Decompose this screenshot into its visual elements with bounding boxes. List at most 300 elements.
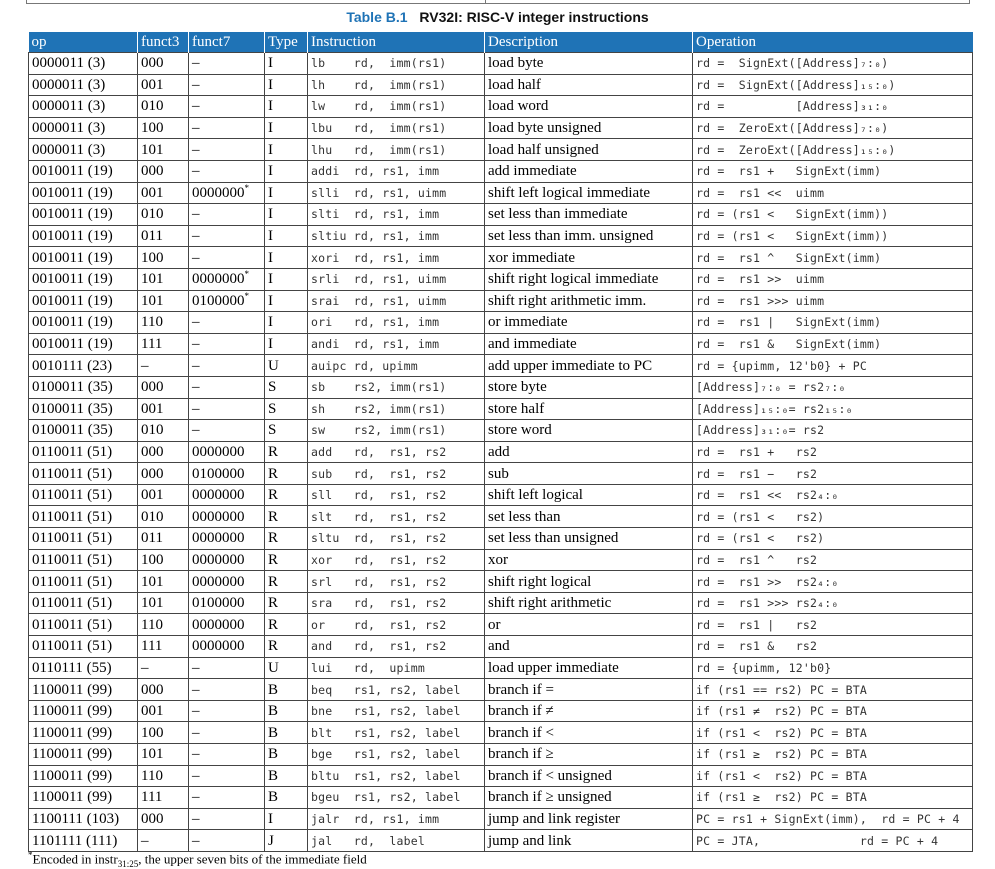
cell-instruction-text: sub rd, rs1, rs2 [311, 466, 447, 481]
previous-table-bottom-border [26, 0, 970, 4]
table-row [29, 592, 973, 614]
cell-op-text: 1101111 (111) [32, 832, 118, 849]
cell-funct3 [138, 225, 189, 247]
cell-type [265, 204, 308, 226]
cell-operation-text: rd = (rs1 < rs2) [696, 509, 825, 524]
cell-operation-text: rd = rs1 << rs2₄:₀ [696, 488, 839, 503]
cell-operation [693, 420, 973, 442]
cell-funct7-text: 0000000 [192, 508, 245, 525]
cell-op-text: 0010011 (19) [32, 206, 113, 223]
cell-funct3 [138, 355, 189, 377]
cell-funct3-text: 010 [141, 98, 164, 115]
cell-type-text: U [268, 357, 279, 374]
cell-operation-text: rd = rs1 ^ SignExt(imm) [696, 250, 882, 265]
cell-description [485, 398, 693, 420]
cell-funct3 [138, 657, 189, 679]
cell-op-text: 0110011 (51) [32, 616, 113, 633]
cell-operation [693, 376, 973, 398]
cell-op-text: 0110011 (51) [32, 595, 113, 612]
cell-instruction-text: sw rs2, imm(rs1) [311, 423, 447, 438]
cell-type-text: R [268, 551, 279, 568]
cell-type-text: I [268, 98, 273, 115]
cell-funct7-text: – [192, 400, 200, 417]
cell-type-text: B [268, 767, 279, 784]
cell-funct7 [189, 160, 265, 182]
cell-description [485, 744, 693, 766]
cell-instruction [308, 333, 485, 355]
cell-funct3 [138, 312, 189, 334]
cell-instruction-text: lb rd, imm(rs1) [311, 56, 447, 71]
cell-op [29, 484, 138, 506]
cell-type [265, 247, 308, 269]
cell-type-text: S [268, 400, 277, 417]
cell-description-text: shift left logical [488, 487, 583, 504]
cell-description [485, 571, 693, 593]
cell-funct7-text: 0000000 [192, 443, 245, 460]
cell-funct3 [138, 808, 189, 830]
cell-funct3-text: 101 [141, 573, 164, 590]
cell-type [265, 398, 308, 420]
cell-funct3 [138, 74, 189, 96]
table-row [29, 96, 973, 118]
cell-instruction [308, 312, 485, 334]
cell-instruction [308, 420, 485, 442]
cell-funct7 [189, 787, 265, 809]
cell-type-text: I [268, 76, 273, 93]
cell-op [29, 463, 138, 485]
cell-funct3-text: 001 [141, 487, 164, 504]
cell-operation [693, 808, 973, 830]
cell-instruction-text: ori rd, rs1, imm [311, 315, 440, 330]
cell-instruction [308, 744, 485, 766]
cell-op [29, 139, 138, 161]
cell-description [485, 420, 693, 442]
cell-funct3-text: 000 [141, 443, 164, 460]
cell-funct3 [138, 484, 189, 506]
cell-instruction [308, 722, 485, 744]
cell-instruction [308, 463, 485, 485]
cell-funct3 [138, 398, 189, 420]
cell-type [265, 830, 308, 852]
cell-description-text: xor [488, 551, 508, 568]
cell-type [265, 636, 308, 658]
cell-type-text: R [268, 443, 279, 460]
cell-operation [693, 333, 973, 355]
table-row [29, 744, 973, 766]
cell-instruction-text: sra rd, rs1, rs2 [311, 596, 447, 611]
cell-funct7 [189, 744, 265, 766]
cell-funct3-text: 100 [141, 249, 164, 266]
cell-description-text: sub [488, 465, 509, 482]
cell-description [485, 808, 693, 830]
table-row [29, 506, 973, 528]
cell-instruction-text: xori rd, rs1, imm [311, 250, 440, 265]
cell-type [265, 528, 308, 550]
cell-funct3 [138, 333, 189, 355]
cell-funct3 [138, 528, 189, 550]
cell-op [29, 830, 138, 852]
cell-description-text: load byte unsigned [488, 120, 602, 137]
cell-description [485, 614, 693, 636]
cell-operation [693, 96, 973, 118]
table-row [29, 182, 973, 204]
cell-operation [693, 182, 973, 204]
cell-funct7 [189, 182, 265, 204]
cell-op [29, 549, 138, 571]
cell-funct7 [189, 96, 265, 118]
cell-operation [693, 53, 973, 75]
cell-description-text: and immediate [488, 336, 577, 353]
cell-op [29, 247, 138, 269]
cell-type-text: R [268, 465, 279, 482]
table-row [29, 700, 973, 722]
header-description: Description [485, 32, 693, 53]
cell-description [485, 830, 693, 852]
cell-operation-text: rd = rs1 − rs2 [696, 466, 818, 481]
cell-description [485, 657, 693, 679]
footnote-reference-mark: * [244, 269, 249, 280]
cell-operation [693, 657, 973, 679]
cell-description-text: set less than [488, 508, 561, 525]
cell-funct7-text: – [192, 336, 200, 353]
cell-funct3-text: 110 [141, 767, 163, 784]
table-row [29, 808, 973, 830]
table-row [29, 528, 973, 550]
cell-op-text: 0110011 (51) [32, 638, 113, 655]
cell-funct7 [189, 117, 265, 139]
cell-description-text: branch if ≥ unsigned [488, 789, 612, 806]
cell-instruction [308, 830, 485, 852]
cell-description [485, 549, 693, 571]
cell-funct7-text: – [192, 746, 200, 763]
cell-operation-text: if (rs1 ≥ rs2) PC = BTA [696, 790, 867, 805]
cell-funct3 [138, 571, 189, 593]
cell-operation-text: rd = rs1 & SignExt(imm) [696, 337, 882, 352]
cell-instruction [308, 290, 485, 312]
cell-operation-text: [Address]₁₅:₀= rs2₁₅:₀ [696, 401, 853, 416]
cell-funct3 [138, 204, 189, 226]
cell-funct7 [189, 290, 265, 312]
cell-op-text: 0000011 (3) [32, 76, 106, 93]
table-row [29, 247, 973, 269]
cell-funct3 [138, 247, 189, 269]
cell-type-text: I [268, 271, 273, 288]
cell-type [265, 592, 308, 614]
cell-funct7-text: – [192, 724, 200, 741]
cell-instruction-text: sltu rd, rs1, rs2 [311, 531, 447, 546]
cell-op-text: 0110011 (51) [32, 443, 113, 460]
table-row [29, 614, 973, 636]
cell-op-text: 0110011 (51) [32, 551, 113, 568]
cell-funct7 [189, 679, 265, 701]
cell-funct7-text: – [192, 228, 200, 245]
cell-type-text: R [268, 573, 279, 590]
cell-op-text: 0010011 (19) [32, 314, 113, 331]
cell-instruction [308, 808, 485, 830]
cell-funct7-text: 0100000 [192, 595, 245, 612]
cell-instruction [308, 636, 485, 658]
cell-type [265, 722, 308, 744]
cell-description [485, 333, 693, 355]
cell-funct7 [189, 830, 265, 852]
header-funct3: funct3 [138, 32, 189, 53]
cell-funct3-text: 101 [141, 271, 164, 288]
cell-funct7 [189, 53, 265, 75]
cell-funct7-text: – [192, 811, 200, 828]
cell-funct7 [189, 333, 265, 355]
cell-description [485, 679, 693, 701]
cell-instruction [308, 53, 485, 75]
cell-type-text: I [268, 206, 273, 223]
cell-funct3 [138, 463, 189, 485]
cell-operation [693, 636, 973, 658]
cell-instruction [308, 96, 485, 118]
cell-operation-text: rd = {upimm, 12'b0} [696, 660, 832, 675]
cell-op [29, 355, 138, 377]
cell-funct3 [138, 679, 189, 701]
cell-instruction-text: jal rd, label [311, 833, 425, 848]
cell-funct7 [189, 139, 265, 161]
cell-funct3 [138, 614, 189, 636]
cell-funct7 [189, 657, 265, 679]
cell-operation-text: rd = rs1 << uimm [696, 185, 825, 200]
cell-operation [693, 117, 973, 139]
cell-type [265, 312, 308, 334]
cell-funct3 [138, 290, 189, 312]
cell-funct7-text: 0000000 [192, 271, 245, 288]
cell-funct7-text: – [192, 703, 200, 720]
footnote-reference-mark: * [244, 290, 249, 301]
cell-funct3 [138, 96, 189, 118]
cell-op [29, 398, 138, 420]
cell-description-text: branch if = [488, 681, 554, 698]
cell-op [29, 182, 138, 204]
cell-type [265, 355, 308, 377]
cell-op [29, 96, 138, 118]
cell-operation [693, 722, 973, 744]
cell-op-text: 0110111 (55) [32, 659, 112, 676]
cell-funct7-text: – [192, 249, 200, 266]
cell-description [485, 441, 693, 463]
cell-funct7 [189, 204, 265, 226]
cell-description-text: jump and link [488, 832, 572, 849]
cell-funct7 [189, 398, 265, 420]
cell-operation [693, 506, 973, 528]
cell-operation [693, 247, 973, 269]
cell-operation [693, 398, 973, 420]
cell-operation-text: if (rs1 < rs2) PC = BTA [696, 725, 867, 740]
table-row [29, 290, 973, 312]
cell-funct3 [138, 182, 189, 204]
footnote-text-post: , the upper seven bits of the immediate field [138, 851, 367, 867]
cell-op [29, 744, 138, 766]
cell-instruction [308, 139, 485, 161]
cell-instruction [308, 160, 485, 182]
cell-funct3-text: 010 [141, 508, 164, 525]
cell-description-text: jump and link register [488, 811, 621, 828]
cell-type-text: R [268, 487, 279, 504]
cell-operation-text: [Address]₃₁:₀= rs2 [696, 423, 825, 438]
cell-type [265, 679, 308, 701]
cell-funct3-text: 001 [141, 703, 164, 720]
cell-description-text: add upper immediate to PC [488, 357, 653, 374]
cell-op-text: 0000011 (3) [32, 141, 106, 158]
cell-op [29, 333, 138, 355]
cell-instruction [308, 765, 485, 787]
cell-description-text: branch if < unsigned [488, 767, 612, 784]
cell-type-text: B [268, 746, 279, 763]
cell-operation [693, 744, 973, 766]
cell-description-text: store byte [488, 379, 547, 396]
cell-type-text: I [268, 811, 273, 828]
cell-operation-text: rd = rs1 | SignExt(imm) [696, 315, 882, 330]
cell-operation-text: PC = rs1 + SignExt(imm), rd = PC + 4 [696, 812, 960, 827]
cell-description-text: branch if ≥ [488, 746, 554, 763]
cell-op-text: 0010011 (19) [32, 249, 113, 266]
cell-funct3-text: 011 [141, 530, 163, 547]
cell-instruction-text: bltu rs1, rs2, label [311, 768, 461, 783]
cell-description [485, 139, 693, 161]
cell-instruction-text: srl rd, rs1, rs2 [311, 574, 447, 589]
cell-instruction [308, 700, 485, 722]
cell-funct3-text: 110 [141, 314, 163, 331]
cell-type-text: R [268, 530, 279, 547]
cell-op [29, 808, 138, 830]
cell-funct3-text: 111 [141, 336, 163, 353]
table-body [29, 53, 973, 852]
cell-description-text: branch if ≠ [488, 703, 554, 720]
cell-description-text: shift right logical immediate [488, 271, 659, 288]
cell-op-text: 1100011 (99) [32, 789, 113, 806]
cell-funct7-text: – [192, 98, 200, 115]
cell-funct3 [138, 830, 189, 852]
cell-funct7 [189, 463, 265, 485]
cell-funct7-text: 0100000 [192, 292, 245, 309]
cell-funct3-text: 000 [141, 465, 164, 482]
table-row [29, 398, 973, 420]
cell-operation [693, 355, 973, 377]
cell-instruction-text: addi rd, rs1, imm [311, 164, 440, 179]
cell-description-text: set less than unsigned [488, 530, 619, 547]
cell-instruction [308, 182, 485, 204]
cell-instruction-text: bge rs1, rs2, label [311, 747, 461, 762]
cell-operation-text: [Address]₇:₀ = rs2₇:₀ [696, 380, 846, 395]
cell-funct7 [189, 420, 265, 442]
cell-funct3 [138, 420, 189, 442]
cell-op [29, 74, 138, 96]
cell-funct7-text: 0000000 [192, 184, 245, 201]
cell-op-text: 1100011 (99) [32, 724, 113, 741]
cell-funct7-text: – [192, 681, 200, 698]
cell-type-text: J [268, 832, 274, 849]
table-row [29, 787, 973, 809]
cell-type [265, 614, 308, 636]
cell-funct3-text: 101 [141, 595, 164, 612]
cell-funct3 [138, 765, 189, 787]
cell-description-text: load byte [488, 55, 544, 72]
cell-operation [693, 571, 973, 593]
cell-operation-text: rd = SignExt([Address]₇:₀) [696, 56, 889, 71]
table-caption-label: Table B.1 [346, 9, 408, 25]
cell-type-text: U [268, 659, 279, 676]
table-row [29, 463, 973, 485]
cell-operation [693, 484, 973, 506]
cell-op-text: 0000011 (3) [32, 120, 106, 137]
cell-instruction-text: lw rd, imm(rs1) [311, 99, 447, 114]
table-header-row [29, 32, 973, 53]
cell-operation-text: rd = ZeroExt([Address]₇:₀) [696, 121, 889, 136]
cell-op-text: 1100011 (99) [32, 681, 113, 698]
cell-type-text: I [268, 163, 273, 180]
cell-type [265, 333, 308, 355]
cell-funct7-text: – [192, 120, 200, 137]
cell-funct3 [138, 592, 189, 614]
cell-description [485, 722, 693, 744]
cell-operation [693, 765, 973, 787]
table-row [29, 333, 973, 355]
cell-instruction [308, 398, 485, 420]
cell-type [265, 182, 308, 204]
cell-operation-text: rd = rs1 >>> rs2₄:₀ [696, 596, 839, 611]
cell-instruction-text: bne rs1, rs2, label [311, 704, 461, 719]
cell-type [265, 700, 308, 722]
cell-description [485, 312, 693, 334]
cell-instruction-text: xor rd, rs1, rs2 [311, 552, 447, 567]
cell-description [485, 700, 693, 722]
cell-instruction-text: sh rs2, imm(rs1) [311, 401, 447, 416]
cell-instruction [308, 268, 485, 290]
cell-funct3-text: 001 [141, 76, 164, 93]
cell-instruction-text: jalr rd, rs1, imm [311, 812, 440, 827]
cell-funct3 [138, 53, 189, 75]
cell-type [265, 765, 308, 787]
cell-op [29, 528, 138, 550]
table-row [29, 722, 973, 744]
cell-op-text: 1100011 (99) [32, 767, 113, 784]
cell-description [485, 160, 693, 182]
cell-type-text: S [268, 422, 277, 439]
cell-op [29, 225, 138, 247]
cell-funct7-text: – [192, 659, 200, 676]
cell-operation-text: if (rs1 ≠ rs2) PC = BTA [696, 704, 867, 719]
cell-funct7 [189, 808, 265, 830]
cell-op [29, 592, 138, 614]
table-caption [0, 9, 995, 29]
header-operation: Operation [693, 32, 973, 53]
cell-type-text: I [268, 141, 273, 158]
cell-op-text: 0100011 (35) [32, 422, 113, 439]
cell-op [29, 657, 138, 679]
cell-funct3-text: 000 [141, 681, 164, 698]
cell-description [485, 506, 693, 528]
instruction-table [28, 32, 973, 852]
cell-funct7-text: – [192, 141, 200, 158]
cell-funct7 [189, 571, 265, 593]
cell-operation-text: rd = rs1 | rs2 [696, 617, 818, 632]
cell-description [485, 290, 693, 312]
cell-instruction-text: slt rd, rs1, rs2 [311, 509, 447, 524]
cell-description-text: shift left logical immediate [488, 184, 651, 201]
cell-operation-text: rd = rs1 + SignExt(imm) [696, 164, 882, 179]
cell-funct7-text: 0000000 [192, 616, 245, 633]
cell-instruction [308, 657, 485, 679]
cell-op-text: 0110011 (51) [32, 508, 113, 525]
cell-funct3-text: 000 [141, 379, 164, 396]
cell-instruction-text: or rd, rs1, rs2 [311, 617, 447, 632]
cell-instruction [308, 679, 485, 701]
cell-funct3-text: 100 [141, 120, 164, 137]
cell-funct3 [138, 636, 189, 658]
